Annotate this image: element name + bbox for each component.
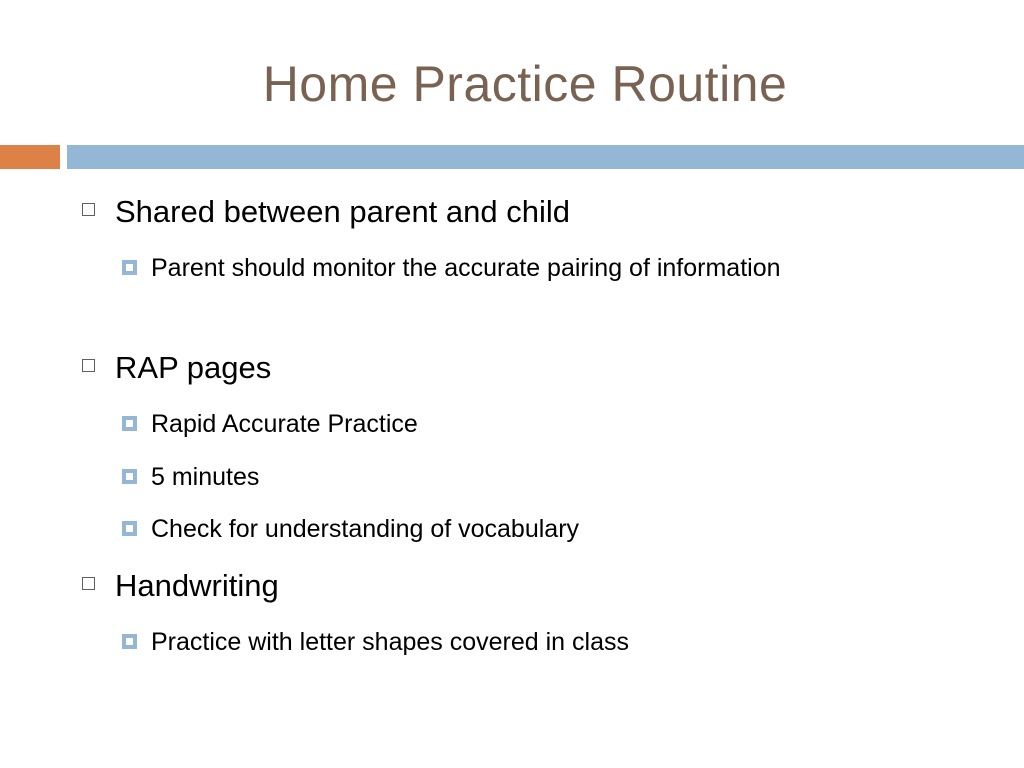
bullet-text: RAP pages [115, 350, 272, 385]
bullet-text: Handwriting [115, 568, 279, 603]
filled-square-bullet-icon [122, 469, 137, 484]
bullet-text: Shared between parent and child [115, 194, 570, 229]
sub-bullet-text: 5 minutes [151, 463, 260, 491]
filled-square-bullet-icon [122, 416, 137, 431]
hollow-square-bullet-icon [82, 359, 95, 372]
sub-bullet-text: Check for understanding of vocabulary [151, 515, 580, 543]
sub-bullet-text: Practice with letter shapes covered in class [151, 628, 629, 656]
hollow-square-bullet-icon [82, 577, 95, 590]
slide-title: Home Practice Routine [262, 56, 788, 112]
filled-square-bullet-icon [122, 634, 137, 649]
filled-square-bullet-icon [122, 260, 137, 275]
hollow-square-bullet-icon [82, 203, 95, 216]
filled-square-bullet-icon [122, 521, 137, 536]
sub-bullet-text: Rapid Accurate Practice [151, 410, 418, 438]
sub-bullet-text: Parent should monitor the accurate pairing of information [151, 254, 781, 282]
